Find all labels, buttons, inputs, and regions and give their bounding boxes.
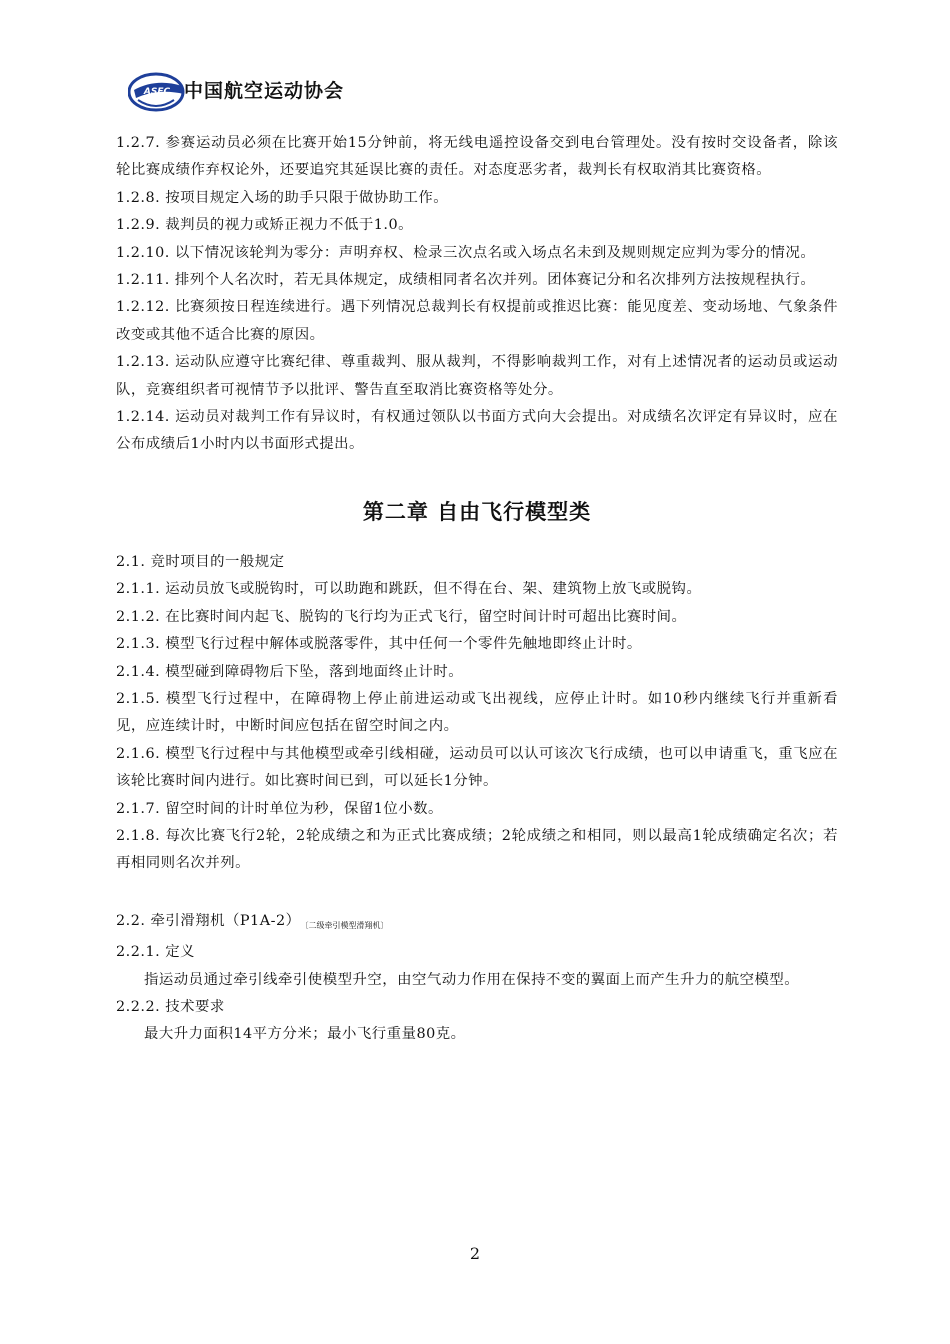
section-2-2-title: 2.2. 牵引滑翔机（P1A-2） — [116, 912, 301, 929]
page-header — [128, 64, 388, 114]
section-2-2-note: 〔二级牵引模型滑翔机〕 — [304, 920, 389, 930]
paragraph-1-2-10: 1.2.10. 以下情况该轮判为零分：声明弃权、检录三次点名或入场点名未到及规则规定应判为零分的情况。 — [116, 244, 816, 261]
section-2-1-heading: 2.1. 竞时项目的一般规定 — [116, 553, 285, 570]
paragraph-2-1-2: 2.1.2. 在比赛时间内起飞、脱钩的飞行均为正式飞行，留空时间计时可超出比赛时间。 — [116, 608, 687, 625]
logo-text: ASFC — [143, 87, 171, 97]
document-body — [116, 130, 838, 1049]
paragraph-2-2-2-body: 最大升力面积14平方分米；最小飞行重量80克。 — [144, 1026, 466, 1043]
page-number: 2 — [469, 1244, 481, 1263]
paragraph-1-2-11: 1.2.11. 排列个人名次时，若无具体规定，成绩相同者名次并列。团体赛记分和名次排列方法按规程执行。 — [116, 272, 816, 289]
section-2-2-heading — [116, 908, 838, 939]
paragraph-1-2-13: 1.2.13. 运动队应遵守比赛纪律、尊重裁判、服从裁判，不得影响裁判工作，对有上述情况者的运动员或运动队，竞赛组织者可视情节予以批评、警告直至取消比赛资格等处分。 — [116, 354, 838, 398]
paragraph-2-1-6: 2.1.6. 模型飞行过程中与其他模型或牵引线相碰，运动员可以认可该次飞行成绩，也可以申请重飞，重飞应在该轮比赛时间内进行。如比赛时间已到，可以延长1分钟。 — [116, 745, 838, 790]
section-2-2-1-heading: 2.2.1. 定义 — [116, 944, 196, 961]
paragraph-2-1-7: 2.1.7. 留空时间的计时单位为秒，保留1位小数。 — [116, 800, 443, 817]
organization-name: 中国航空运动协会 — [184, 80, 345, 102]
paragraph-1-2-8: 1.2.8. 按项目规定入场的助手只限于做协助工作。 — [116, 189, 449, 206]
paragraph-2-1-3: 2.1.3. 模型飞行过程中解体或脱落零件，其中任何一个零件先触地即终止计时。 — [116, 636, 642, 653]
section-2-2-2-heading: 2.2.2. 技术要求 — [116, 998, 225, 1015]
chapter-title: 第二章 自由飞行模型类 — [362, 498, 592, 524]
asfc-logo-icon — [128, 70, 188, 114]
paragraph-1-2-14: 1.2.14. 运动员对裁判工作有异议时，有权通过领队以书面方式向大会提出。对成绩名次评定有异议时，应在公布成绩后1小时内以书面形式提出。 — [116, 409, 838, 453]
paragraph-2-1-1: 2.1.1. 运动员放飞或脱钩时，可以助跑和跳跃，但不得在台、架、建筑物上放飞或脱钩。 — [116, 581, 702, 598]
paragraph-2-2-1-body: 指运动员通过牵引线牵引使模型升空，由空气动力作用在保持不变的翼面上而产生升力的航空模型。 — [144, 971, 800, 988]
paragraph-1-2-7: 1.2.7. 参赛运动员必须在比赛开始15分钟前，将无线电遥控设备交到电台管理处。没有按时交设备者，除该轮比赛成绩作弃权论外，还要追究其延误比赛的责任。对态度恶劣者，裁判长有权取消其比赛资格。 — [116, 135, 838, 179]
paragraph-2-1-4: 2.1.4. 模型碰到障碍物后下坠，落到地面终止计时。 — [116, 663, 464, 680]
paragraph-2-1-8: 2.1.8. 每次比赛飞行2轮，2轮成绩之和为正式比赛成绩；2轮成绩之和相同，则以最高1轮成绩确定名次；若再相同则名次并列。 — [116, 827, 838, 872]
paragraph-2-1-5: 2.1.5. 模型飞行过程中，在障碍物上停止前进运动或飞出视线，应停止计时。如10秒内继续飞行并重新看见，应连续计时，中断时间应包括在留空时间之内。 — [116, 690, 838, 735]
paragraph-1-2-9: 1.2.9. 裁判员的视力或矫正视力不低于1.0。 — [116, 217, 414, 234]
paragraph-1-2-12: 1.2.12. 比赛须按日程连续进行。遇下列情况总裁判长有权提前或推迟比赛：能见度差、变动场地、气象条件改变或其他不适合比赛的原因。 — [116, 299, 838, 343]
